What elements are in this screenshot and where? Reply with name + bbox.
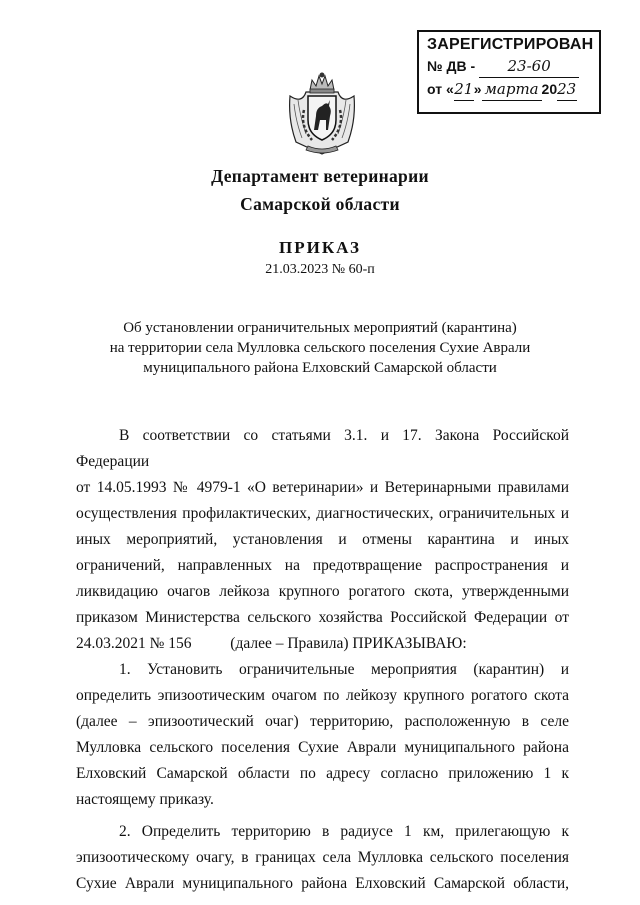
body-line: 1. Установить ограничительные мероприятия (карантин) и — [119, 661, 569, 678]
body-line: от 14.05.1993 № 4979-1 «О ветеринарии» и Ветеринарными правилами — [76, 479, 569, 496]
body-line: осуществления профилактических, диагностических, ограничительных и — [76, 505, 569, 522]
title-line: Об установлении ограничительных мероприятий (карантина) — [123, 320, 517, 336]
body-line: определить эпизоотическим очагом по лейкозу крупного рогатого скота — [76, 687, 569, 704]
body-line: Сухие Аврали муниципального района Елховский Самарской области, — [76, 875, 569, 892]
body-line: 24.03.2021 № 156 (далее – Правила) ПРИКАЗЫВАЮ: — [76, 635, 467, 652]
body-line: (далее – эпизоотический очаг) территорию, расположенную в селе — [76, 713, 569, 730]
document-date-number: 21.03.2023 № 60-п — [265, 262, 375, 277]
document-body — [76, 423, 569, 897]
stamp-date-prefix: от « — [427, 81, 454, 97]
stamp-date-month: марта — [482, 78, 542, 101]
document-type-heading: ПРИКАЗ — [279, 238, 361, 257]
body-line: Мулловка сельского поселения Сухие Аврали муниципального района — [76, 739, 569, 756]
department-name-line2: Самарской области — [240, 194, 400, 214]
stamp-title: ЗАРЕГИСТРИРОВАН — [427, 36, 594, 53]
body-line: В соответствии со статьями 3.1. и 17. Закона Российской Федерации — [76, 427, 569, 470]
samara-region-coat-of-arms-icon — [286, 70, 358, 156]
stamp-date-mid: » — [473, 81, 482, 97]
item-2-paragraph — [76, 819, 569, 897]
title-line: на территории села Мулловка сельского поселения Сухие Аврали — [109, 340, 531, 356]
item-1-paragraph — [76, 657, 569, 813]
body-line: ликвидацию очагов лейкоза крупного рогатого скота, утвержденными — [76, 583, 569, 600]
stamp-date-day: 21 — [454, 78, 474, 101]
stamp-number-row — [427, 55, 591, 78]
document-title — [0, 318, 640, 378]
stamp-date-row — [427, 78, 591, 101]
body-line: приказом Министерства сельского хозяйства Российской Федерации от — [76, 609, 569, 626]
title-line: муниципального района Елховский Самарской области — [143, 360, 497, 376]
body-line: иных мероприятий, установления и отмены карантина и иных — [76, 531, 569, 548]
body-line: эпизоотическому очагу, в границах села Мулловка сельского поселения — [76, 849, 569, 866]
registration-stamp — [417, 30, 601, 114]
body-line: ограничений, направленных на предотвращение распространения и — [76, 557, 569, 574]
preamble-paragraph — [76, 423, 569, 657]
stamp-number-label: № ДВ - — [427, 58, 476, 74]
body-line: Елховский Самарской области по адресу согласно приложению 1 к — [76, 765, 569, 782]
body-line: настоящему приказу. — [76, 791, 214, 808]
stamp-number-value: 23-60 — [479, 55, 579, 78]
department-name-line1: Департамент ветеринарии — [211, 166, 429, 186]
stamp-date-year-suffix: 23 — [557, 78, 577, 101]
body-line: 2. Определить территорию в радиусе 1 км, прилегающую к — [119, 823, 569, 840]
stamp-date-year-prefix: 20 — [541, 81, 558, 97]
